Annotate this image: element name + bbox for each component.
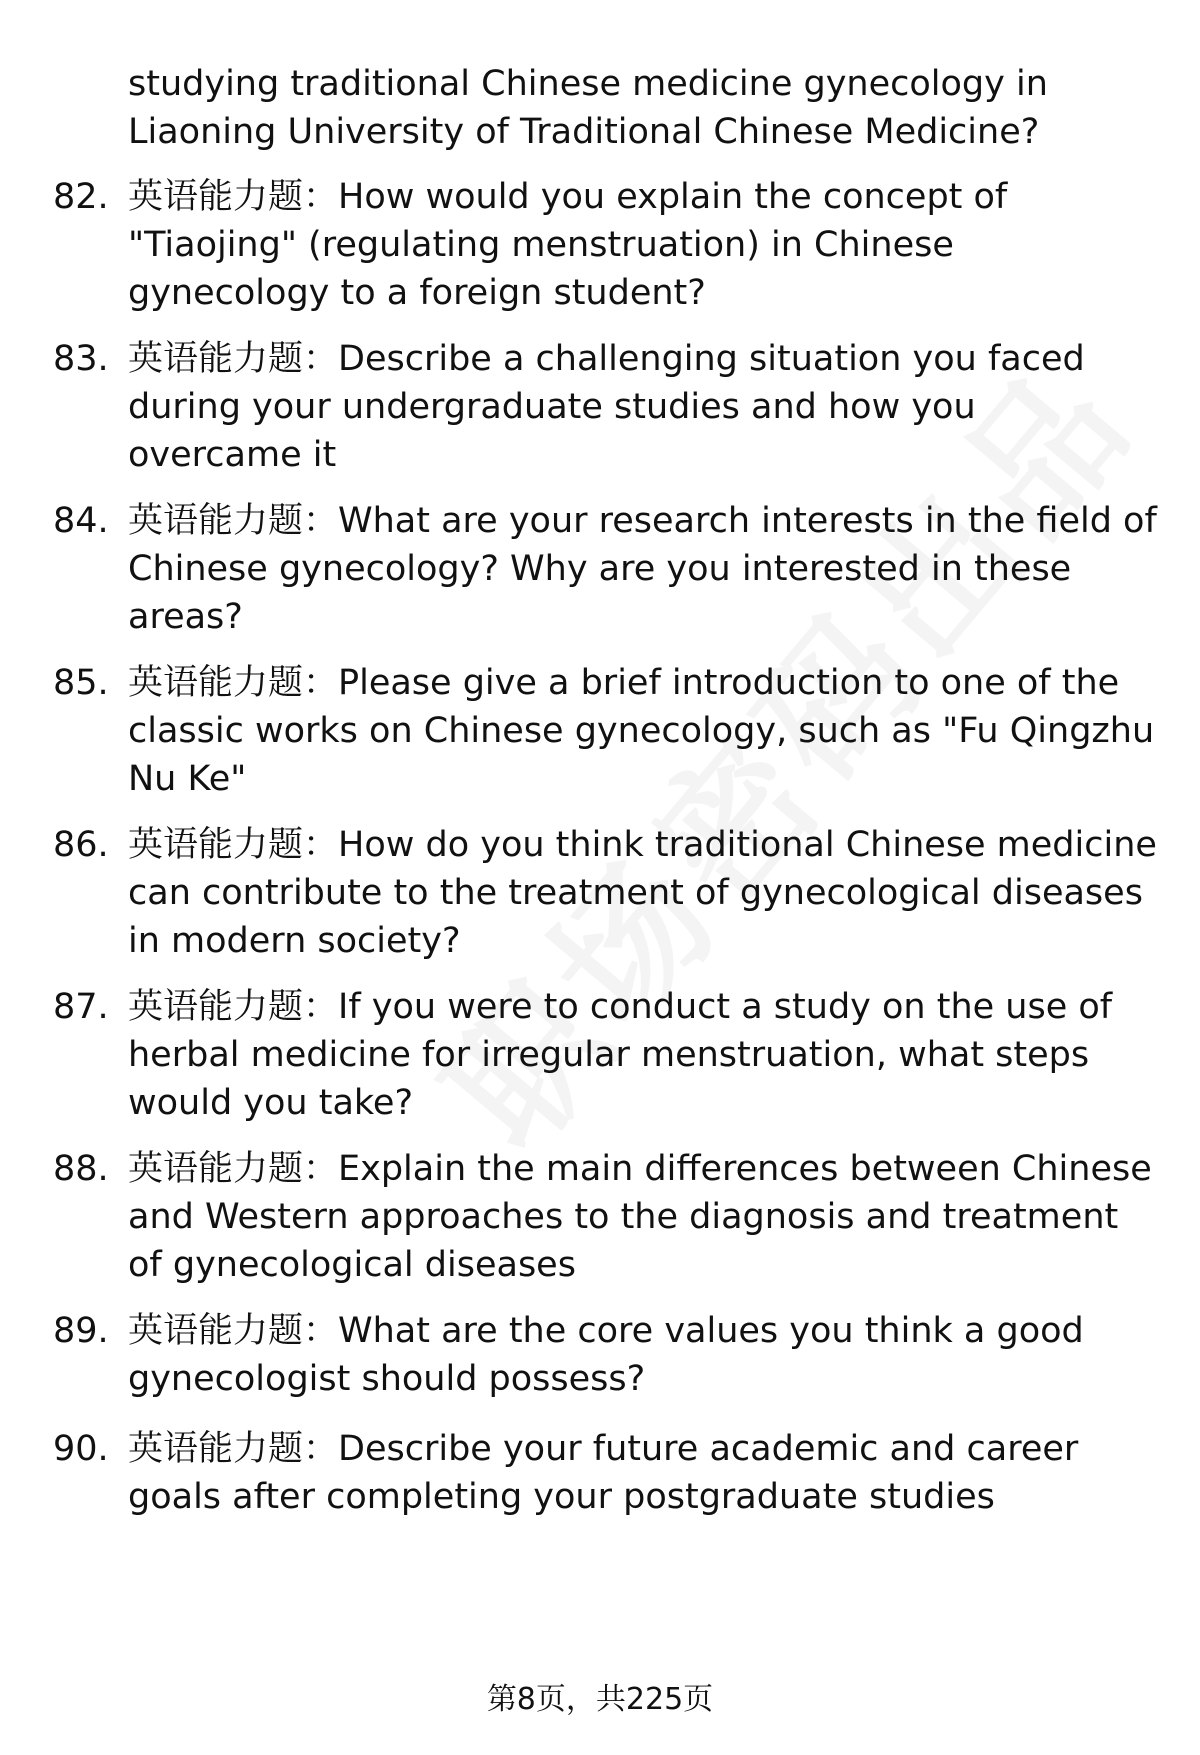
item-text: 英语能力题：Please give a brief introduction to one of the classic works on Chinese gynecology, such as "Fu Qingzhu Nu Ke" xyxy=(128,663,1155,799)
item-number: 88. xyxy=(53,1149,109,1189)
continued-question-text: studying traditional Chinese medicine gynecology in Liaoning University of Traditional Chinese Medicine? xyxy=(128,64,1048,152)
item-text: 英语能力题：Explain the main differences between Chinese and Western approaches to the diagnosis and treatment of gynecological diseases xyxy=(128,1149,1152,1285)
item-number: 89. xyxy=(53,1311,109,1351)
item-number: 84. xyxy=(53,501,109,541)
item-text: 英语能力题：How would you explain the concept of "Tiaojing" (regulating menstruation) in Chinese gynecology to a foreign student? xyxy=(128,177,1008,313)
item-number: 86. xyxy=(53,825,109,865)
item-number: 85. xyxy=(53,663,109,703)
item-number: 87. xyxy=(53,987,109,1027)
item-number: 83. xyxy=(53,339,109,379)
item-text: 英语能力题：Describe your future academic and career goals after completing your postgraduate studies xyxy=(128,1429,1079,1517)
item-text: 英语能力题：If you were to conduct a study on the use of herbal medicine for irregular menstruation, what steps would you take? xyxy=(128,987,1113,1123)
item-text: 英语能力题：Describe a challenging situation you faced during your undergraduate studies and how you overcame it xyxy=(128,339,1085,475)
item-text: 英语能力题：What are the core values you think a good gynecologist should possess? xyxy=(128,1311,1084,1399)
item-number: 90. xyxy=(53,1429,109,1469)
item-number: 82. xyxy=(53,177,109,217)
item-text: 英语能力题：What are your research interests in the field of Chinese gynecology? Why are you interested in these areas? xyxy=(128,501,1157,637)
item-text: 英语能力题：How do you think traditional Chinese medicine can contribute to the treatment of gynecological diseases in modern society? xyxy=(128,825,1157,961)
page-footer: 第8页，共225页 xyxy=(486,1682,714,1717)
